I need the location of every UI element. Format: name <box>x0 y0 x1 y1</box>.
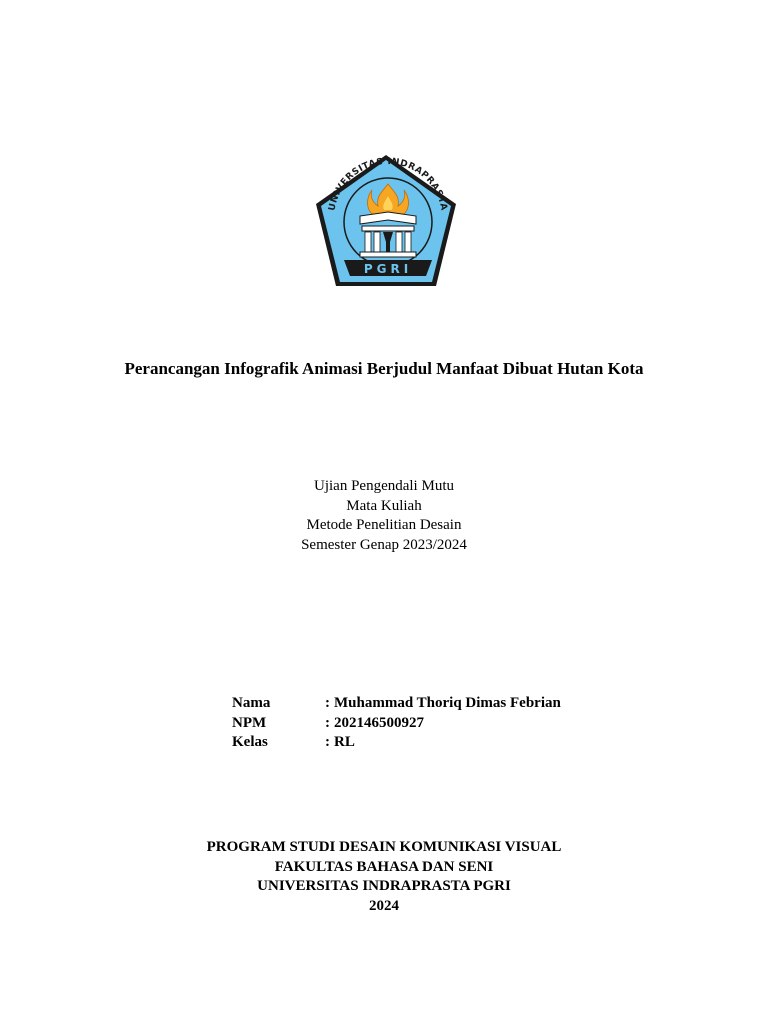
course-label: Mata Kuliah <box>346 497 422 514</box>
class-label: Kelas <box>232 734 268 750</box>
name-label: Nama <box>232 695 271 711</box>
name-value: Muhammad Thoriq Dimas Febrian <box>334 695 561 711</box>
pgri-shield-icon <box>312 152 460 292</box>
document-title: Perancangan Infografik Animasi Berjudul Manfaat Dibuat Hutan Kota <box>124 359 644 378</box>
npm-value: 202146500927 <box>334 714 424 731</box>
name-separator: : <box>325 695 330 711</box>
year: 2024 <box>369 897 399 914</box>
exam-name: Ujian Pengendali Mutu <box>314 478 454 494</box>
faculty: FAKULTAS BAHASA DAN SENI <box>274 858 494 875</box>
info-row-class <box>232 733 632 753</box>
university: UNIVERSITAS INDRAPRASTA PGRI <box>257 878 511 894</box>
info-row-npm <box>232 714 632 734</box>
info-row-name <box>232 694 632 714</box>
university-logo <box>312 152 460 292</box>
npm-separator: : <box>325 714 330 731</box>
semester: Semester Genap 2023/2024 <box>301 536 467 553</box>
study-program: PROGRAM STUDI DESAIN KOMUNIKASI VISUAL <box>206 839 562 855</box>
class-value: RL <box>334 734 355 750</box>
class-separator: : <box>325 734 330 750</box>
course-name: Metode Penelitian Desain <box>306 517 462 533</box>
logo-arc-text: UNIVERSITAS INDRAPRASTA <box>327 156 449 212</box>
npm-label: NPM <box>232 714 267 731</box>
student-info <box>232 694 632 753</box>
institution-footer <box>0 838 768 916</box>
course-info <box>0 477 768 555</box>
logo-banner-text: PGRI <box>363 262 413 276</box>
